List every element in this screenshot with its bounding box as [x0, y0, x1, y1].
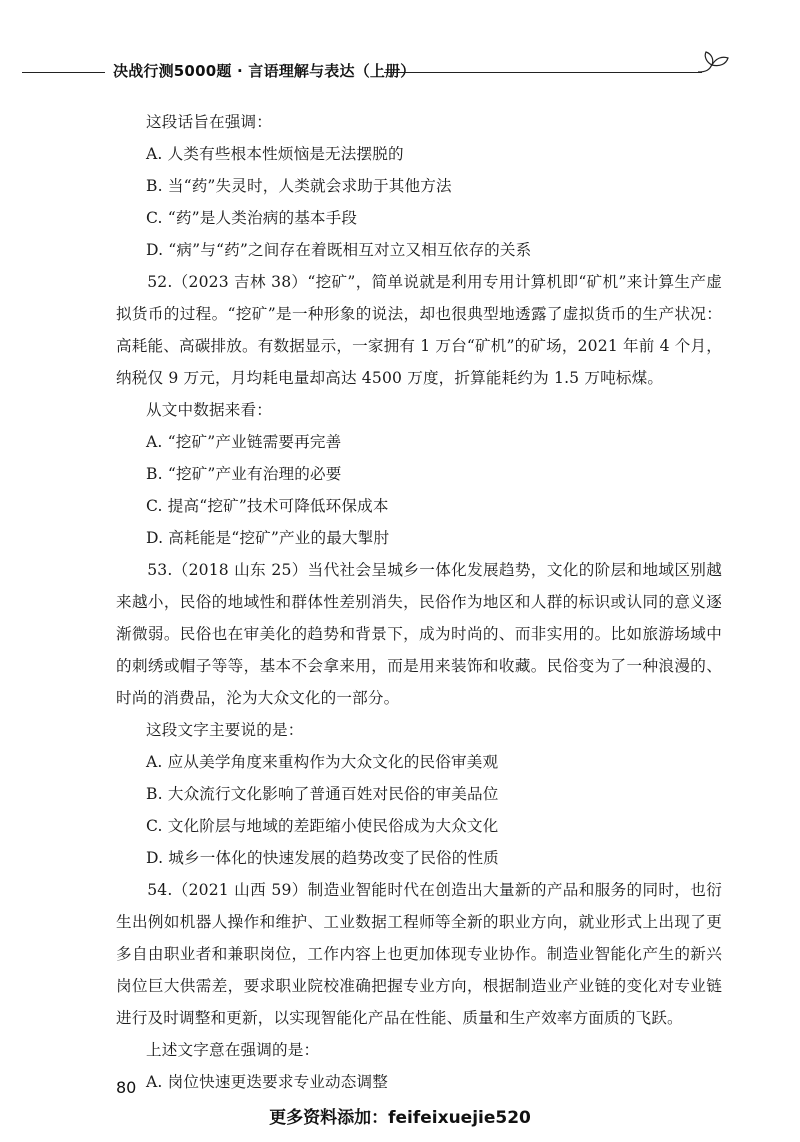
page-number: 80: [116, 1078, 137, 1097]
header-rule-right: [384, 72, 702, 73]
sprout-icon: [692, 48, 732, 80]
option-line: A. 应从美学角度来重构作为大众文化的民俗审美观: [146, 753, 499, 771]
option-line: C. “药”是人类治病的基本手段: [146, 209, 358, 227]
option-line: A. 人类有些根本性烦恼是无法摆脱的: [146, 145, 404, 163]
question-paragraph: 53.（2018 山东 25）当代社会呈城乡一体化发展趋势，文化的阶层和地域区别越来越小，民俗的地域性和群体性差别消失，民俗作为地区和人群的标识或认同的意义逐渐微弱。民俗也在审美化的趋势和背景下，成为时尚的、而非实用的。比如旅游场域中的刺绣或帽子等等，基本不会拿来用，而是用来装饰和收藏。民俗变为了一种浪漫的、时尚的消费品，沦为大众文化的一部分。: [116, 561, 722, 707]
option-line: A. 岗位快速更迭要求专业动态调整: [146, 1073, 389, 1091]
option-line: B. 当“药”失灵时，人类就会求助于其他方法: [146, 177, 452, 195]
option-line: D. “病”与“药”之间存在着既相互对立又相互依存的关系: [146, 241, 532, 259]
option-line: D. 高耗能是“挖矿”产业的最大掣肘: [146, 529, 390, 547]
page-header: [22, 56, 722, 90]
option-line: B. 大众流行文化影响了普通百姓对民俗的审美品位: [146, 785, 499, 803]
header-rule-left: [22, 72, 105, 73]
header-title: 决战行测5000题 · 言语理解与表达（上册）: [113, 62, 416, 80]
question-paragraph: 54.（2021 山西 59）制造业智能时代在创造出大量新的产品和服务的同时，也衍生出例如机器人操作和维护、工业数据工程师等全新的职业方向，就业形式上出现了更多自由职业者和兼职岗位，工作内容上也更加体现专业协作。制造业智能化产生的新兴岗位巨大供需差，要求职业院校准确把握专业方向，根据制造业产业链的变化对专业链进行及时调整和更新，以实现智能化产品在性能、质量和生产效率方面质的飞跃。: [116, 881, 722, 1027]
option-line: C. 文化阶层与地域的差距缩小使民俗成为大众文化: [146, 817, 499, 835]
option-line: 从文中数据来看：: [146, 401, 272, 419]
option-line: C. 提高“挖矿”技术可降低环保成本: [146, 497, 389, 515]
option-line: B. “挖矿”产业有治理的必要: [146, 465, 342, 483]
option-line: 这段话旨在强调：: [146, 113, 272, 131]
question-content: [116, 106, 722, 1098]
question-paragraph: 52.（2023 吉林 38）“挖矿”，简单说就是利用专用计算机即“矿机”来计算生产虚拟货币的过程。“挖矿”是一种形象的说法，却也很典型地透露了虚拟货币的生产状况：高耗能、高碳排放。有数据显示，一家拥有 1 万台“矿机”的矿场，2021 年前 4 个月，纳税仅 9 万元，月均耗电量却高达 4500 万度，折算能耗约为 1.5 万吨标煤。: [116, 273, 723, 387]
option-line: 上述文字意在强调的是：: [146, 1041, 320, 1059]
option-line: D. 城乡一体化的快速发展的趋势改变了民俗的性质: [146, 849, 499, 867]
option-line: A. “挖矿”产业链需要再完善: [146, 433, 342, 451]
option-line: 这段文字主要说的是：: [146, 721, 304, 739]
footer-note: 更多资料添加：feifeixuejie520: [269, 1108, 531, 1128]
